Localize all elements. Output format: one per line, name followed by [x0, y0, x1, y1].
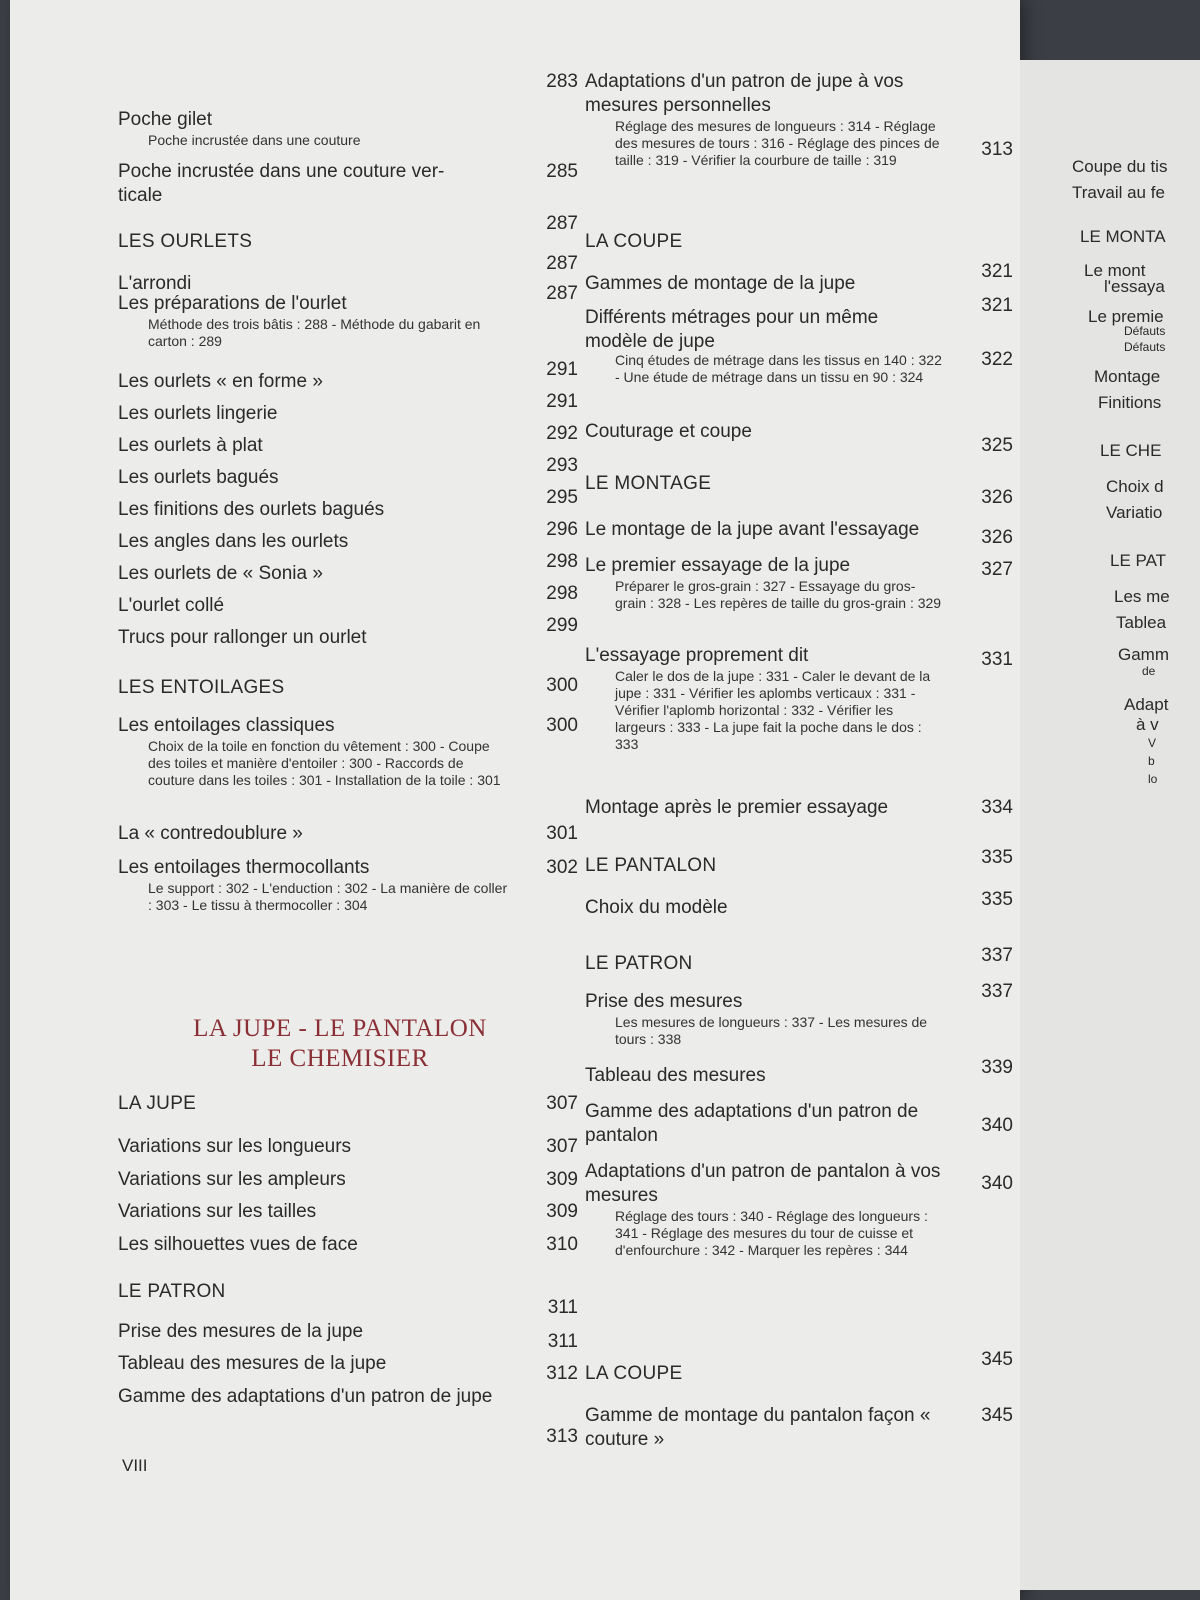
toc-heading	[118, 230, 578, 274]
toc-heading	[118, 1092, 578, 1116]
toc-entry-title: Variations sur les tailles	[118, 1201, 317, 1222]
toc-page-number: 312	[546, 1363, 578, 1384]
toc-entry-title: Les ourlets bagués	[118, 467, 279, 488]
toc-entry	[118, 615, 578, 650]
toc-entry-subtopics: Poche incrustée dans une couture	[148, 132, 361, 148]
toc-entry	[585, 420, 1013, 456]
section-title	[95, 1014, 585, 1074]
toc-page-number: 327	[981, 559, 1013, 580]
toc-entry	[585, 554, 1013, 612]
toc-entry	[585, 1057, 1013, 1088]
toc-page-number: 310	[546, 1234, 578, 1255]
toc-page-number: 345	[981, 1405, 1013, 1426]
toc-entry	[585, 349, 1013, 386]
toc-entry-subtopics: Caler le dos de la jupe : 331 - Caler le devant de la jupe : 331 - Vérifier les aplombs verticaux : 331 - Vérifier l'aplomb horizontal : 332 - Vérifier les largeurs : 333 - La jupe fait la poche dans le dos : 333	[615, 668, 931, 752]
toc-heading-title: LA COUPE	[585, 1363, 683, 1384]
toc-page-number: 309	[546, 1169, 578, 1190]
toc-heading-title: LES ENTOILAGES	[118, 677, 285, 698]
toc-page-number: 287	[546, 283, 578, 304]
toc-page-number: 321	[981, 295, 1013, 316]
toc-heading	[585, 472, 1013, 508]
toc-entry-title: Adaptations d'un patron de jupe à vos mesures personnelles	[585, 71, 904, 116]
toc-page-number: 326	[981, 527, 1013, 548]
toc-entry-subtopics: Choix de la toile en fonction du vêtement : 300 - Coupe des toiles et manière d'entoiler : 300 - Raccords de couture dans les toiles : 301 - Installation de la toile : 301	[148, 738, 501, 788]
toc-entry	[118, 160, 578, 208]
facing-toc-fragment: Adapt	[1124, 695, 1169, 714]
toc-entry-title: Prise des mesures	[585, 991, 743, 1012]
toc-page-number: 287	[546, 253, 578, 274]
toc-entry	[585, 70, 1013, 169]
toc-entry	[585, 261, 1013, 296]
toc-heading	[585, 945, 1013, 976]
toc-page-number: 295	[546, 487, 578, 508]
toc-entry-title: Trucs pour rallonger un ourlet	[118, 627, 367, 648]
toc-page-number: 313	[981, 139, 1013, 160]
toc-entry-title: Les préparations de l'ourlet	[118, 293, 347, 314]
toc-heading	[118, 676, 578, 700]
toc-entry-title: Les entoilages classiques	[118, 715, 335, 736]
toc-page-number: 307	[546, 1136, 578, 1157]
toc-entry-subtopics: Cinq études de métrage dans les tissus en 140 : 322 - Une étude de métrage dans un tissu en 90 : 324	[615, 352, 942, 385]
toc-page-number: 291	[546, 359, 578, 380]
toc-entry-title: Couturage et coupe	[585, 421, 752, 442]
toc-entry-title: Poche incrustée dans une couture ver- ticale	[118, 161, 445, 206]
toc-entry-title: Le montage de la jupe avant l'essayage	[585, 519, 920, 540]
toc-entry-title: Les finitions des ourlets bagués	[118, 499, 385, 520]
facing-toc-fragment: de	[1142, 664, 1156, 678]
toc-heading	[585, 847, 1013, 878]
toc-heading-title: LA COUPE	[585, 231, 683, 252]
toc-heading-title: LE MONTAGE	[585, 473, 712, 494]
book-page	[10, 0, 1020, 1600]
toc-entry-title: Gamme des adaptations d'un patron de pantalon	[585, 1101, 919, 1146]
toc-page-number: 339	[981, 1057, 1013, 1078]
toc-page-number: 301	[546, 823, 578, 844]
toc-page-number: 313	[546, 1426, 578, 1447]
toc-entry	[118, 1352, 578, 1384]
toc-page-number: 293	[546, 455, 578, 476]
toc-entry	[118, 822, 578, 846]
section-title-line1: LA JUPE - LE PANTALON	[193, 1015, 487, 1042]
facing-toc-fragment: Défauts	[1124, 340, 1166, 354]
toc-entry	[118, 1200, 578, 1224]
toc-entry	[118, 1385, 578, 1447]
toc-heading-title: LE PATRON	[118, 1281, 226, 1302]
toc-entry-title: Les ourlets lingerie	[118, 403, 278, 424]
toc-page-number: 296	[546, 519, 578, 540]
toc-entry-title: Les ourlets de « Sonia »	[118, 563, 323, 584]
toc-entry	[118, 1320, 578, 1352]
toc-page-number: 292	[546, 423, 578, 444]
toc-page-number: 325	[981, 435, 1013, 456]
toc-entry	[585, 644, 1013, 753]
toc-entry-title: Poche gilet	[118, 109, 213, 130]
toc-entry-subtopics: Méthode des trois bâtis : 288 - Méthode du gabarit en carton : 289	[148, 316, 481, 349]
toc-page-number: 298	[546, 551, 578, 572]
facing-toc-fragment: Coupe du tis	[1072, 157, 1168, 176]
toc-entry-subtopics: Préparer le gros-grain : 327 - Essayage du gros-grain : 328 - Les repères de taille du gros-grain : 329	[615, 578, 942, 611]
facing-toc-fragment: Les me	[1114, 587, 1170, 606]
toc-entry	[585, 1404, 1013, 1452]
facing-toc-fragment: LE CHE	[1100, 441, 1162, 460]
toc-entry	[585, 981, 1013, 1048]
toc-heading	[118, 1280, 578, 1318]
toc-entry-title: Gammes de montage de la jupe	[585, 273, 856, 294]
facing-toc-fragment: lo	[1148, 772, 1158, 786]
toc-page-number: 300	[546, 675, 578, 696]
toc-page-number: 283	[546, 71, 578, 92]
toc-page-number: 331	[981, 649, 1013, 670]
toc-entry-subtopics: Le support : 302 - L'enduction : 302 - La manière de coller : 303 - Le tissu à thermocoller : 304	[148, 880, 508, 913]
toc-entry	[585, 295, 1013, 354]
toc-entry-title: Différents métrages pour un même modèle de jupe	[585, 307, 879, 352]
toc-entry	[118, 359, 578, 394]
toc-page-number: 300	[546, 715, 578, 736]
toc-heading-title: LES OURLETS	[118, 231, 253, 252]
toc-entry-title: Tableau des mesures de la jupe	[118, 1353, 387, 1374]
toc-entry	[585, 889, 1013, 920]
toc-page-number: 337	[981, 981, 1013, 1002]
toc-heading-title: LE PANTALON	[585, 855, 717, 876]
toc-entry-title: L'essayage proprement dit	[585, 645, 809, 666]
facing-toc-fragment: Gamm	[1118, 645, 1169, 664]
facing-toc-fragment: Variatio	[1106, 503, 1163, 522]
facing-toc-fragment: LE PAT	[1110, 551, 1167, 570]
facing-toc-fragment: b	[1148, 754, 1155, 768]
toc-entry	[585, 518, 1013, 548]
toc-entry-subtopics: Réglage des mesures de longueurs : 314 - Réglage des mesures de tours : 316 - Réglage des pinces de taille : 319 - Vérifier la courbure de taille : 319	[615, 118, 940, 168]
toc-page-number: 335	[981, 889, 1013, 910]
toc-page-number: 340	[981, 1115, 1013, 1136]
facing-toc-fragment: l'essaya	[1104, 277, 1165, 296]
facing-toc-fragment: Défauts	[1124, 324, 1166, 338]
toc-page-number: 334	[981, 797, 1013, 818]
toc-entry-title: Le premier essayage de la jupe	[585, 555, 851, 576]
toc-page-number: 311	[547, 1331, 578, 1352]
toc-page-number: 291	[546, 391, 578, 412]
toc-page-number: 335	[981, 847, 1013, 868]
toc-entry	[585, 1160, 1013, 1259]
toc-page-number: 311	[547, 1297, 578, 1318]
toc-page-number: 326	[981, 487, 1013, 508]
page-folio: VIII	[122, 1456, 148, 1475]
toc-entry-title: Gamme des adaptations d'un patron de jupe	[118, 1386, 493, 1407]
toc-page-number: 287	[546, 213, 578, 234]
toc-page-number: 337	[981, 945, 1013, 966]
toc-page-number: 345	[981, 1349, 1013, 1370]
facing-toc-fragment: Choix d	[1106, 477, 1164, 496]
toc-entry	[118, 487, 578, 522]
toc-page-number: 322	[981, 349, 1013, 370]
toc-entry-title: Les angles dans les ourlets	[118, 531, 349, 552]
toc-entry	[118, 108, 578, 149]
toc-page-number: 298	[546, 583, 578, 604]
facing-toc-fragment: Le mont	[1084, 261, 1146, 280]
toc-entry-title: Choix du modèle	[585, 897, 728, 918]
toc-entry	[585, 796, 1013, 820]
toc-heading	[585, 230, 1013, 254]
facing-toc-fragment: Travail au fe	[1072, 183, 1165, 202]
toc-entry	[118, 391, 578, 426]
toc-entry-title: Variations sur les ampleurs	[118, 1169, 346, 1190]
toc-entry	[118, 551, 578, 586]
toc-entry	[118, 423, 578, 458]
toc-entry-title: L'arrondi	[118, 273, 192, 294]
toc-entry-title: L'ourlet collé	[118, 595, 225, 616]
toc-page-number: 321	[981, 261, 1013, 282]
toc-entry-title: Gamme de montage du pantalon façon « couture »	[585, 1405, 931, 1450]
toc-entry-title: Les silhouettes vues de face	[118, 1234, 358, 1255]
toc-entry	[118, 1168, 578, 1192]
toc-entry-title: Adaptations d'un patron de pantalon à vos mesures	[585, 1161, 941, 1206]
toc-entry	[118, 583, 578, 618]
toc-entry-title: Les entoilages thermocollants	[118, 857, 370, 878]
toc-entry	[118, 856, 578, 914]
facing-toc-fragment: Le premie	[1088, 307, 1164, 326]
toc-heading-title: LA JUPE	[118, 1093, 197, 1114]
toc-page-number: 307	[546, 1093, 578, 1114]
toc-page-number: 340	[981, 1173, 1013, 1194]
toc-entry	[118, 1233, 578, 1257]
toc-entry-title: Les ourlets « en forme »	[118, 371, 323, 392]
toc-entry-title: Variations sur les longueurs	[118, 1136, 352, 1157]
facing-toc-fragment: Montage	[1094, 367, 1161, 386]
toc-entry-title: Les ourlets à plat	[118, 435, 263, 456]
toc-entry	[118, 519, 578, 554]
toc-entry	[118, 292, 578, 350]
toc-page-number: 302	[546, 857, 578, 878]
toc-entry	[118, 714, 578, 789]
section-title-line2: LE CHEMISIER	[251, 1045, 429, 1072]
facing-toc-fragment: Tablea	[1116, 613, 1167, 632]
toc-entry	[118, 455, 578, 490]
toc-heading	[585, 1349, 1013, 1386]
facing-toc-fragment: V	[1148, 736, 1157, 750]
toc-entry-title: La « contredoublure »	[118, 823, 303, 844]
toc-entry-subtopics: Réglage des tours : 340 - Réglage des longueurs : 341 - Réglage des mesures du tour de cuisse et d'enfourchure : 342 - Marquer les repères : 344	[615, 1208, 928, 1258]
toc-page-number: 309	[546, 1201, 578, 1222]
toc-entry-title: Tableau des mesures	[585, 1065, 766, 1086]
toc-entry-subtopics: Les mesures de longueurs : 337 - Les mesures de tours : 338	[615, 1014, 928, 1047]
toc-page-number: 299	[546, 615, 578, 636]
toc-entry-title: Montage après le premier essayage	[585, 797, 889, 818]
facing-toc-fragment: LE MONTA	[1080, 227, 1166, 246]
toc-entry	[585, 1100, 1013, 1148]
toc-page-number: 285	[546, 161, 578, 182]
toc-entry-title: Prise des mesures de la jupe	[118, 1321, 364, 1342]
toc-entry	[118, 1135, 578, 1159]
toc-heading-title: LE PATRON	[585, 953, 693, 974]
facing-page	[1020, 60, 1200, 1590]
facing-toc-fragment: Finitions	[1098, 393, 1162, 412]
facing-toc-fragment: à v	[1136, 715, 1159, 734]
